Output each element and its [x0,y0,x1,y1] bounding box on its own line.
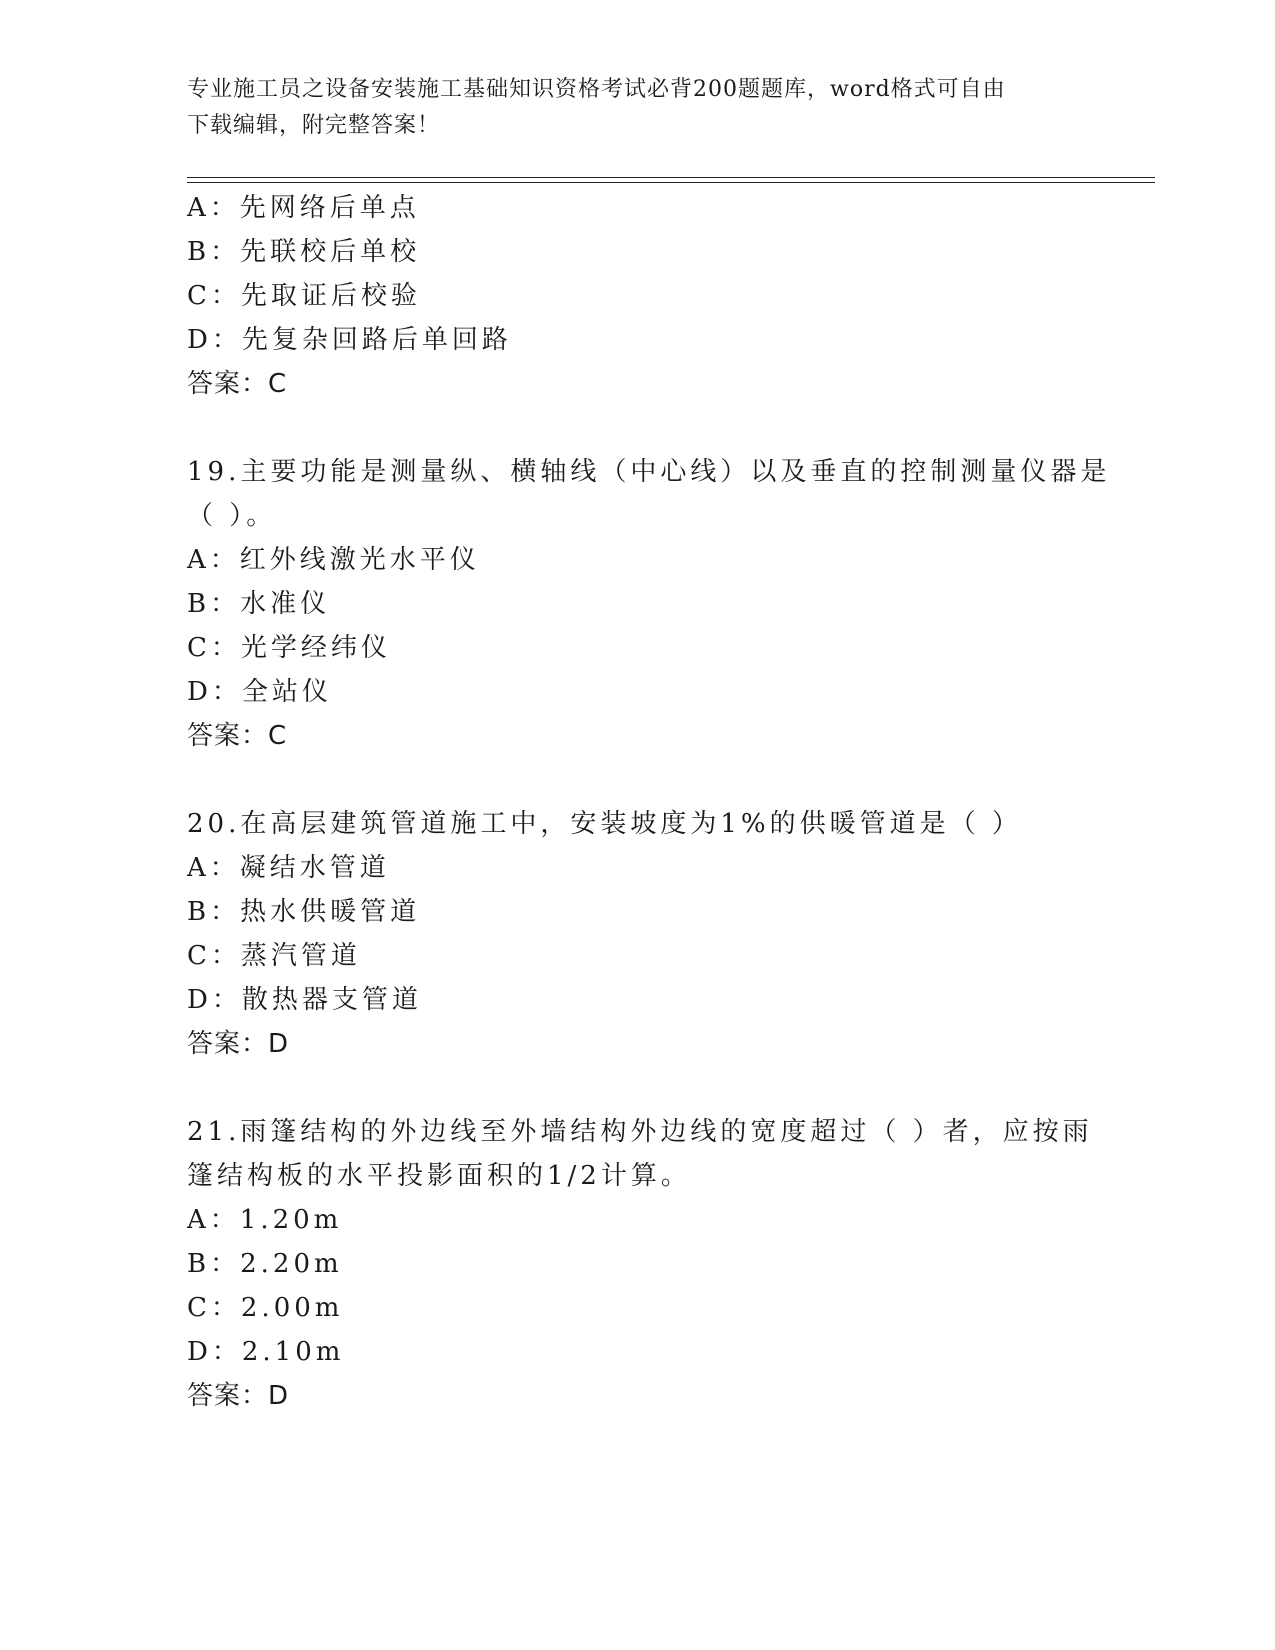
header-divider-top [187,177,1155,178]
q20-option-d: D：散热器支管道 [187,985,422,1015]
q21-answer: 答案：D [187,1381,290,1411]
q21-option-a: A：1.20m [187,1205,343,1235]
q21-stem-line-1: 21.雨篷结构的外边线至外墙结构外边线的宽度超过（ ）者，应按雨 [187,1117,1093,1147]
q19-option-d: D：全站仪 [187,677,332,707]
q21-option-b: B：2.20m [187,1249,343,1279]
q19-option-c: C：光学经纬仪 [187,633,391,663]
q20-option-a: A：凝结水管道 [187,853,390,883]
q20-option-b: B：热水供暖管道 [187,897,421,927]
q18-option-b: B：先联校后单校 [187,237,421,267]
q19-option-b: B：水准仪 [187,589,331,619]
q19-answer: 答案：C [187,721,288,751]
q18-answer: 答案：C [187,369,288,399]
q19-option-a: A：红外线激光水平仪 [187,545,480,575]
q21-stem-line-2: 篷结构板的水平投影面积的1/2计算。 [187,1161,691,1191]
q20-answer: 答案：D [187,1029,290,1059]
q21-option-d: D：2.10m [187,1337,345,1367]
header-line-1: 专业施工员之设备安装施工基础知识资格考试必背200题题库，word格式可自由 [187,77,1006,102]
q18-option-c: C：先取证后校验 [187,281,421,311]
q20-stem-line-1: 20.在高层建筑管道施工中，安装坡度为1%的供暖管道是（ ） [187,809,1022,839]
q19-stem-line-1: 19.主要功能是测量纵、横轴线（中心线）以及垂直的控制测量仪器是 [187,457,1111,487]
header-divider-bottom [187,182,1155,183]
q20-option-c: C：蒸汽管道 [187,941,361,971]
document-header [187,72,1087,144]
q21-option-c: C：2.00m [187,1293,344,1323]
q18-option-d: D：先复杂回路后单回路 [187,325,512,355]
q18-option-a: A：先网络后单点 [187,193,420,223]
header-line-2: 下载编辑，附完整答案！ [187,113,441,138]
q19-stem-line-2: （ ）。 [187,501,277,531]
